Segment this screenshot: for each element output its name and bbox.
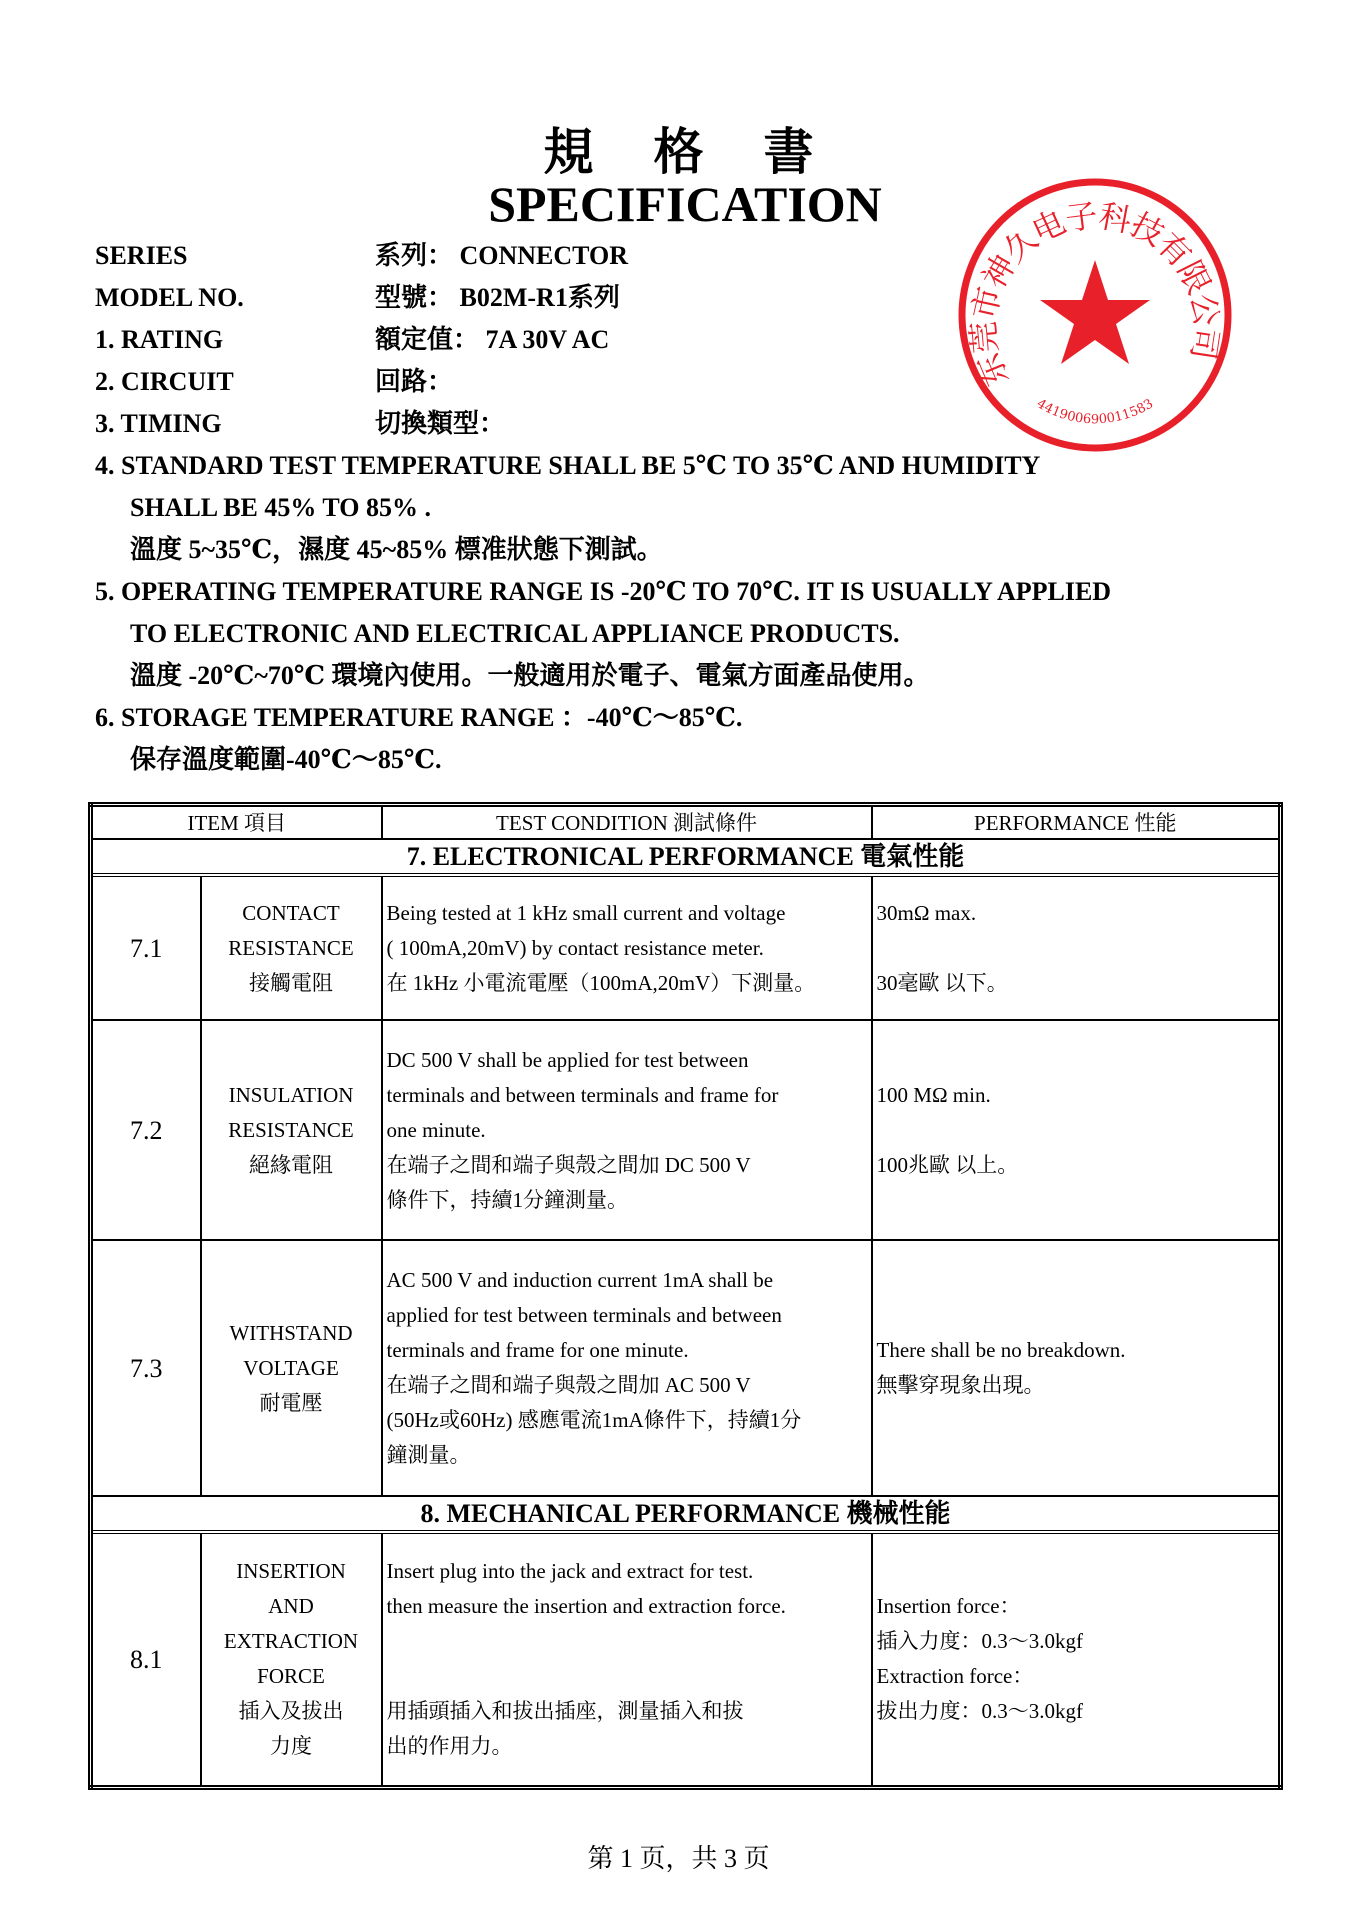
spec-paragraph — [95, 571, 1111, 697]
item-line: VOLTAGE — [243, 1355, 339, 1380]
item-number: 7.2 — [91, 1020, 201, 1240]
spec-value: 型號： B02M-R1系列 — [375, 283, 620, 312]
svg-text:441900690011583: 441900690011583 — [1034, 396, 1156, 428]
svg-text:东莞市神久电子科技有限公司: 东莞市神久电子科技有限公司 — [964, 196, 1226, 393]
condition-line: ( 100mA,20mV) by contact resistance meter. — [386, 935, 764, 960]
column-header: ITEM 項目 — [91, 805, 382, 840]
condition-line: terminals and frame for one minute. — [386, 1338, 689, 1362]
spec-row — [95, 361, 453, 403]
condition-line: Insert plug into the jack and extract for test. — [386, 1559, 754, 1584]
performance-line: Extraction force： — [876, 1664, 1034, 1689]
condition-cell — [382, 1240, 872, 1496]
condition-line: DC 500 V shall be applied for test between — [386, 1047, 749, 1072]
condition-cell — [382, 1020, 872, 1240]
item-line: RESISTANCE — [228, 1117, 354, 1142]
condition-line: Being tested at 1 kHz small current and voltage — [386, 900, 786, 925]
item-line: 絕緣電阻 — [249, 1152, 333, 1177]
paragraph-line: 保存溫度範圍-40℃～85℃. — [130, 745, 442, 774]
item-line: 插入及拔出 — [238, 1699, 344, 1724]
performance-cell — [872, 1532, 1281, 1787]
item-line: 耐電壓 — [259, 1390, 323, 1415]
item-line: CONTACT — [242, 900, 340, 925]
condition-line: applied for test between terminals and between — [386, 1303, 782, 1327]
condition-line: 在 1kHz 小電流電壓（100mA,20mV）下測量。 — [386, 970, 816, 995]
spec-value: 切換類型： — [375, 409, 506, 438]
column-header: PERFORMANCE 性能 — [872, 805, 1281, 840]
item-line: RESISTANCE — [228, 935, 354, 960]
table-row — [91, 1020, 1281, 1240]
condition-line: 鐘測量。 — [386, 1443, 471, 1467]
table-row — [91, 875, 1281, 1020]
performance-line: 無擊穿現象出現。 — [876, 1373, 1045, 1397]
performance-line: There shall be no breakdown. — [876, 1338, 1126, 1362]
item-number: 8.1 — [91, 1532, 201, 1787]
item-cell — [201, 1020, 382, 1240]
performance-cell — [872, 1020, 1281, 1240]
column-header: TEST CONDITION 測試條件 — [382, 805, 872, 840]
spec-label: SERIES — [95, 241, 188, 270]
condition-cell — [382, 875, 872, 1020]
performance-cell — [872, 875, 1281, 1020]
spec-value: 回路： — [375, 367, 454, 396]
spec-row — [95, 403, 505, 445]
item-number: 7.1 — [91, 875, 201, 1020]
condition-line: (50Hz或60Hz) 感應電流1mA條件下，持續1分 — [386, 1408, 802, 1432]
condition-line: 條件下，持續1分鐘測量。 — [386, 1187, 629, 1212]
star-icon — [1040, 260, 1150, 364]
condition-line: then measure the insertion and extraction force. — [386, 1594, 786, 1619]
paragraph-line: TO ELECTRONIC AND ELECTRICAL APPLIANCE PRODUCTS. — [130, 619, 900, 648]
item-cell — [201, 1532, 382, 1787]
item-line: INSULATION — [228, 1082, 354, 1107]
condition-line: terminals and between terminals and frame for — [386, 1082, 779, 1107]
performance-line: 30毫歐 以下。 — [876, 970, 1008, 995]
item-line: EXTRACTION — [223, 1629, 359, 1654]
item-line: WITHSTAND — [229, 1320, 353, 1345]
spec-value: 額定值： 7A 30V AC — [375, 325, 610, 354]
performance-line: Insertion force： — [876, 1594, 1021, 1619]
table-header-row — [91, 805, 1281, 840]
item-line: FORCE — [257, 1664, 325, 1689]
spec-paragraph — [95, 697, 742, 781]
section-row — [91, 1496, 1281, 1532]
condition-line: AC 500 V and induction current 1mA shall be — [386, 1268, 774, 1292]
spec-label: MODEL NO. — [95, 283, 244, 312]
section-title: 7. ELECTRONICAL PERFORMANCE 電氣性能 — [91, 839, 1281, 875]
paragraph-line: 5. OPERATING TEMPERATURE RANGE IS -20℃ TO 70℃. IT IS USUALLY APPLIED — [95, 577, 1112, 606]
performance-line — [877, 931, 1275, 966]
table-row — [91, 1240, 1281, 1496]
table-row — [91, 1532, 1281, 1787]
paragraph-line: 6. STORAGE TEMPERATURE RANGE ：-40℃～85℃. — [95, 703, 743, 732]
performance-line: 100 MΩ min. — [876, 1082, 991, 1107]
paragraph-line: 溫度 -20℃~70℃ 環境內使用。一般適用於電子、電氣方面產品使用。 — [130, 661, 930, 690]
item-number: 7.3 — [91, 1240, 201, 1496]
condition-line: 在端子之間和端子與殼之間加 DC 500 V — [386, 1152, 751, 1177]
performance-line: 30mΩ max. — [876, 900, 977, 925]
section-title: 8. MECHANICAL PERFORMANCE 機械性能 — [91, 1496, 1281, 1532]
condition-line: 用插頭插入和拔出插座，測量插入和拔 — [386, 1699, 744, 1724]
performance-line: 拔出力度：0.3～3.0kgf — [876, 1699, 1084, 1724]
spec-label: 2. CIRCUIT — [95, 367, 234, 396]
condition-line: 出的作用力。 — [386, 1734, 513, 1759]
page-number: 第 1 页，共 3 页 — [587, 1844, 770, 1873]
paragraph-line: 溫度 5~35℃，濕度 45~85% 標准狀態下測試。 — [130, 535, 663, 564]
item-cell — [201, 1240, 382, 1496]
performance-line: 插入力度：0.3～3.0kgf — [876, 1629, 1084, 1654]
paragraph-line: SHALL BE 45% TO 85% . — [130, 493, 432, 522]
item-cell — [201, 875, 382, 1020]
performance-cell — [872, 1240, 1281, 1496]
item-line: 接觸電阻 — [249, 970, 333, 995]
spec-value: 系列： CONNECTOR — [375, 241, 629, 270]
condition-line — [387, 1659, 867, 1694]
condition-line — [387, 1624, 867, 1659]
item-line: AND — [268, 1594, 314, 1619]
spec-label: 3. TIMING — [95, 409, 222, 438]
spec-row — [95, 319, 609, 361]
title-chinese: 規格書 — [543, 124, 874, 180]
title-english: SPECIFICATION — [488, 176, 882, 232]
condition-line: 在端子之間和端子與殼之間加 AC 500 V — [386, 1373, 751, 1397]
condition-cell — [382, 1532, 872, 1787]
section-row — [91, 839, 1281, 875]
company-seal-stamp — [955, 175, 1235, 455]
performance-line: 100兆歐 以上。 — [876, 1152, 1019, 1177]
spec-row — [95, 277, 620, 319]
performance-table — [88, 802, 1283, 1790]
paragraph-line: 4. STANDARD TEST TEMPERATURE SHALL BE 5℃ TO 35℃ AND HUMIDITY — [95, 451, 1041, 480]
item-line: 力度 — [270, 1734, 312, 1759]
performance-line — [877, 1113, 1275, 1148]
item-line: INSERTION — [236, 1559, 346, 1584]
spec-label: 1. RATING — [95, 325, 224, 354]
spec-row — [95, 235, 628, 277]
condition-line: one minute. — [386, 1117, 486, 1142]
spec-paragraph — [95, 445, 1040, 571]
